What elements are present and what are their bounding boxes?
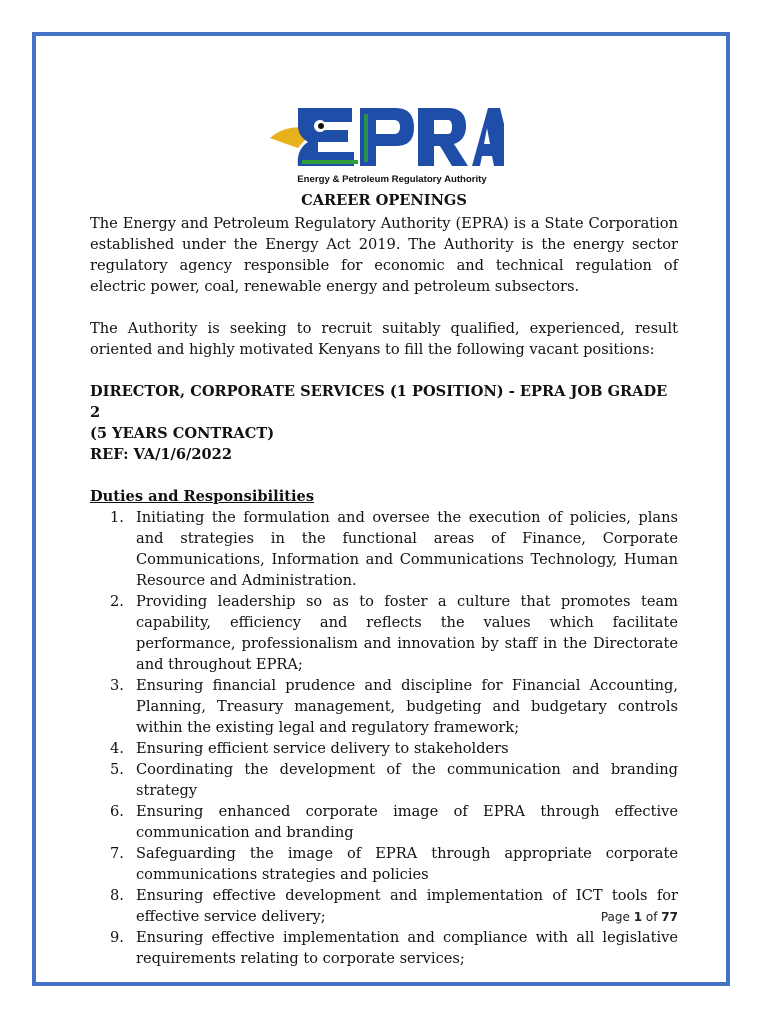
- page-word: Page: [600, 910, 630, 924]
- p-green-dots: [364, 114, 368, 162]
- letter-e-shape: [298, 108, 354, 166]
- list-item: [90, 927, 678, 969]
- duties-list: [90, 507, 678, 969]
- list-item-text: Ensuring enhanced corporate image of EPRA through effective communication and branding: [136, 803, 678, 841]
- letter-r-shape: [418, 108, 468, 166]
- list-number: 6.: [110, 803, 124, 820]
- bird-eye-pupil: [318, 123, 324, 129]
- spacer: [90, 297, 678, 318]
- list-number: 1.: [110, 509, 124, 526]
- list-item-text: Ensuring financial prudence and discipline for Financial Accounting, Planning, Treasury management, budgeting and budgetary controls within the existing legal and regulatory framework;: [136, 677, 678, 736]
- page-total: 77: [661, 910, 678, 924]
- letter-p-shape: [360, 108, 414, 166]
- reference-number: REF: VA/1/6/2022: [90, 446, 232, 463]
- page-title: CAREER OPENINGS: [301, 192, 467, 209]
- contract-term: (5 YEARS CONTRACT): [90, 425, 275, 442]
- list-item: [90, 591, 678, 675]
- duties-heading: Duties and Responsibilities: [90, 488, 315, 505]
- green-stripe: [302, 160, 358, 164]
- list-item-text: Ensuring efficient service delivery to stakeholders: [136, 740, 509, 757]
- position-title: DIRECTOR, CORPORATE SERVICES (1 POSITION) - EPRA JOB GRADE 2: [90, 383, 668, 421]
- list-item: [90, 843, 678, 885]
- list-item: [90, 759, 678, 801]
- list-item: [90, 801, 678, 843]
- list-number: 7.: [110, 845, 124, 862]
- recruit-paragraph: The Authority is seeking to recruit suitably qualified, experienced, result oriented and highly motivated Kenyans to fill the following vacant positions:: [90, 320, 678, 358]
- list-number: 5.: [110, 761, 124, 778]
- logo-tagline: Energy & Petroleum Regulatory Authority: [297, 174, 487, 185]
- list-number: 3.: [110, 677, 124, 694]
- list-item: [90, 738, 678, 759]
- of-word: of: [645, 910, 658, 924]
- spacer: [90, 360, 678, 381]
- epra-logo: [268, 100, 504, 190]
- list-item: [90, 675, 678, 738]
- list-number: 8.: [110, 887, 124, 904]
- page-footer: [560, 910, 678, 924]
- list-item-text: Ensuring effective implementation and compliance with all legislative requirements relating to corporate services;: [136, 929, 678, 967]
- list-number: 9.: [110, 929, 124, 946]
- intro-paragraph: The Energy and Petroleum Regulatory Authority (EPRA) is a State Corporation established under the Energy Act 2019. The Authority is the energy sector regulatory agency responsible for economic and technical regulation of electric power, coal, renewable energy and petroleum subsectors.: [90, 215, 678, 295]
- list-number: 2.: [110, 593, 124, 610]
- list-item: [90, 507, 678, 591]
- list-item-text: Providing leadership so as to foster a culture that promotes team capability, efficiency and reflects the values which facilitate performance, professionalism and innovation by staff in the Directorate and throughout EPRA;: [136, 593, 678, 673]
- list-item-text: Safeguarding the image of EPRA through appropriate corporate communications strategies and policies: [136, 845, 678, 883]
- page-current: 1: [633, 910, 643, 924]
- letter-a-shape: [472, 108, 504, 166]
- document-body: [90, 190, 678, 969]
- spacer: [90, 465, 678, 486]
- list-item-text: Initiating the formulation and oversee the execution of policies, plans and strategies in the functional areas of Finance, Corporate Communications, Information and Communications Technology, Human Resource and Administration.: [136, 509, 678, 589]
- list-item-text: Coordinating the development of the communication and branding strategy: [136, 761, 678, 799]
- epra-logo-graphic: [268, 100, 504, 190]
- list-item-text: Ensuring effective development and implementation of ICT tools for effective service delivery;: [136, 887, 678, 925]
- list-number: 4.: [110, 740, 124, 757]
